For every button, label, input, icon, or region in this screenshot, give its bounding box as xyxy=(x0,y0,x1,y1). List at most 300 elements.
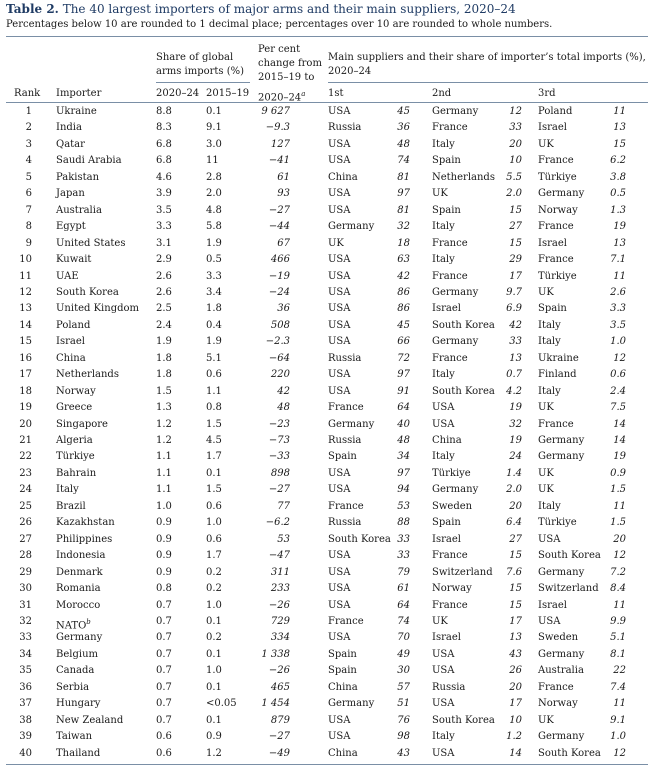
table-row xyxy=(0,614,654,631)
supplier-1-share-cell: 43 xyxy=(397,747,410,759)
share-2015-19-cell: 1.5 xyxy=(206,484,222,496)
share-2015-19-cell: 0.6 xyxy=(206,500,222,512)
supplier-3-share-cell: 7.5 xyxy=(610,402,626,414)
change-cell: −27 xyxy=(268,731,290,743)
rank-cell: 27 xyxy=(19,533,32,545)
change-cell: 1 338 xyxy=(261,648,290,660)
importer-cell: Türkiye xyxy=(56,451,95,463)
supplier-1-share-cell: 33 xyxy=(397,533,410,545)
share-2020-24-cell: 1.2 xyxy=(156,435,172,446)
supplier-2-name-cell: USA xyxy=(432,418,455,430)
supplier-3-share-cell: 9.9 xyxy=(610,615,626,627)
supplier-1-share-cell: 72 xyxy=(397,352,410,364)
supplier-2-share-cell: 27 xyxy=(509,221,522,233)
supplier-2-share-cell: 1.2 xyxy=(506,731,522,743)
supplier-1-name-cell: Russia xyxy=(328,435,362,446)
table-row xyxy=(0,417,654,434)
change-cell: 93 xyxy=(277,188,290,200)
table-row xyxy=(0,269,654,286)
importer-cell: South Korea xyxy=(56,286,119,298)
share-2015-19-cell: 0.4 xyxy=(206,319,222,331)
supplier-1-name-cell: Germany xyxy=(328,698,375,710)
table-row xyxy=(0,630,654,647)
supplier-1-share-cell: 74 xyxy=(397,615,410,627)
supplier-3-name-cell: Italy xyxy=(538,385,561,397)
supplier-2-share-cell: 24 xyxy=(509,451,522,463)
importer-cell: Poland xyxy=(56,319,91,331)
share-2015-19-cell: 9.1 xyxy=(206,122,222,134)
importer-cell: Pakistan xyxy=(56,171,100,183)
importer-cell: India xyxy=(56,122,82,134)
change-cell: 898 xyxy=(270,467,290,479)
supplier-1-name-cell: USA xyxy=(328,270,351,282)
supplier-2-share-cell: 33 xyxy=(509,336,522,348)
supplier-2-share-cell: 17 xyxy=(509,615,522,627)
change-cell: 36 xyxy=(277,303,290,315)
change-cell: −26 xyxy=(268,599,290,611)
table-row xyxy=(0,713,654,730)
change-cell: −23 xyxy=(268,418,290,430)
table-row xyxy=(0,104,654,121)
supplier-2-share-cell: 7.6 xyxy=(506,566,522,578)
supplier-2-share-cell: 6.4 xyxy=(506,517,522,529)
change-cell: 466 xyxy=(270,254,290,266)
supplier-3-share-cell: 3.8 xyxy=(610,171,626,183)
importer-cell: Morocco xyxy=(56,599,101,611)
supplier-3-name-cell: Ukraine xyxy=(538,352,579,364)
supplier-1-share-cell: 45 xyxy=(397,319,410,331)
supplier-2-name-cell: Italy xyxy=(432,221,455,233)
rank-cell: 18 xyxy=(19,385,32,397)
header-rule xyxy=(6,102,648,103)
rank-cell: 8 xyxy=(25,221,32,233)
table-row xyxy=(0,334,654,351)
supplier-1-name-cell: USA xyxy=(328,155,351,167)
supplier-2-name-cell: France xyxy=(432,237,468,249)
importer-cell: Ukraine xyxy=(56,106,97,117)
supplier-1-share-cell: 61 xyxy=(397,583,410,595)
share-2020-24-cell: 0.9 xyxy=(156,550,172,562)
supplier-2-name-cell: Spain xyxy=(432,155,461,167)
supplier-1-name-cell: USA xyxy=(328,204,351,216)
header-share-2020-24: 2020–24 xyxy=(156,88,200,99)
share-2015-19-cell: 1.2 xyxy=(206,747,222,759)
change-cell: 311 xyxy=(270,566,290,578)
rank-cell: 33 xyxy=(19,632,32,644)
share-2015-19-cell: 0.9 xyxy=(206,731,222,743)
importer-cell: Indonesia xyxy=(56,550,106,562)
supplier-1-name-cell: China xyxy=(328,747,358,759)
supplier-3-share-cell: 0.9 xyxy=(610,467,626,479)
supplier-1-share-cell: 70 xyxy=(397,632,410,644)
table-row xyxy=(0,746,654,763)
supplier-1-share-cell: 74 xyxy=(397,155,410,167)
supplier-2-name-cell: South Korea xyxy=(432,714,495,726)
supplier-2-share-cell: 17 xyxy=(509,698,522,710)
change-cell: −24 xyxy=(268,286,290,298)
importer-cell: Italy xyxy=(56,484,79,496)
supplier-3-share-cell: 7.2 xyxy=(610,566,626,578)
supplier-3-name-cell: UK xyxy=(538,138,554,150)
importer-cell: Australia xyxy=(56,204,102,216)
rank-cell: 15 xyxy=(19,336,32,348)
share-2015-19-cell: 0.1 xyxy=(206,615,222,627)
supplier-3-share-cell: 19 xyxy=(613,451,626,463)
supplier-2-name-cell: Italy xyxy=(432,138,455,150)
supplier-2-name-cell: USA xyxy=(432,665,455,677)
rank-cell: 40 xyxy=(19,747,32,759)
change-cell: −27 xyxy=(268,204,290,216)
supplier-3-name-cell: UK xyxy=(538,286,554,298)
supplier-3-share-cell: 13 xyxy=(613,122,626,134)
share-2015-19-cell: 0.2 xyxy=(206,583,222,595)
supplier-2-share-cell: 6.9 xyxy=(506,303,522,315)
supplier-1-name-cell: USA xyxy=(328,714,351,726)
table-row xyxy=(0,318,654,335)
supplier-2-share-cell: 15 xyxy=(509,550,522,562)
supplier-3-name-cell: France xyxy=(538,254,574,266)
supplier-3-share-cell: 1.5 xyxy=(610,484,626,496)
importer-cell: Kuwait xyxy=(56,254,92,266)
share-2015-19-cell: 5.1 xyxy=(206,352,222,364)
share-2020-24-cell: 6.8 xyxy=(156,138,172,150)
supplier-2-share-cell: 20 xyxy=(509,500,522,512)
supplier-1-name-cell: USA xyxy=(328,731,351,743)
importer-cell: Hungary xyxy=(56,698,101,710)
supplier-1-name-cell: USA xyxy=(328,566,351,578)
table-row xyxy=(0,285,654,302)
table-title xyxy=(6,2,516,16)
rank-cell: 1 xyxy=(25,106,32,117)
header-rank: Rank xyxy=(14,88,41,99)
share-2020-24-cell: 1.8 xyxy=(156,369,172,381)
share-2020-24-cell: 1.2 xyxy=(156,418,172,430)
share-2020-24-cell: 0.7 xyxy=(156,714,172,726)
share-2020-24-cell: 2.4 xyxy=(156,319,172,331)
header-main-suppliers-l2: 2020–24 xyxy=(328,66,372,77)
rank-cell: 21 xyxy=(19,435,32,446)
supplier-1-share-cell: 86 xyxy=(397,286,410,298)
supplier-3-name-cell: Israel xyxy=(538,237,567,249)
supplier-2-name-cell: USA xyxy=(432,747,455,759)
rank-cell: 25 xyxy=(19,500,32,512)
change-cell: 220 xyxy=(270,369,290,381)
supplier-3-name-cell: Germany xyxy=(538,188,585,200)
importer-cell: UAE xyxy=(56,270,79,282)
table-row xyxy=(0,252,654,269)
change-cell: 53 xyxy=(277,533,290,545)
table-row xyxy=(0,663,654,680)
importer-cell: Thailand xyxy=(56,747,101,759)
supplier-1-share-cell: 48 xyxy=(397,435,410,446)
supplier-2-name-cell: Netherlands xyxy=(432,171,495,183)
share-2020-24-cell: 0.7 xyxy=(156,632,172,644)
supplier-3-name-cell: Italy xyxy=(538,319,561,331)
table-row xyxy=(0,153,654,170)
rank-cell: 38 xyxy=(19,714,32,726)
supplier-2-name-cell: USA xyxy=(432,698,455,710)
supplier-1-name-cell: Spain xyxy=(328,648,357,660)
table-row xyxy=(0,729,654,746)
share-2020-24-cell: 8.3 xyxy=(156,122,172,134)
table-row xyxy=(0,499,654,516)
supplier-3-share-cell: 11 xyxy=(613,500,626,512)
header-share-l2: arms imports (%) xyxy=(156,66,245,77)
importer-cell: Belgium xyxy=(56,648,98,660)
supplier-2-share-cell: 12 xyxy=(509,106,522,117)
supplier-2-name-cell: Israel xyxy=(432,632,461,644)
supplier-1-name-cell: Germany xyxy=(328,418,375,430)
share-2020-24-cell: 1.0 xyxy=(156,500,172,512)
supplier-3-share-cell: 11 xyxy=(613,270,626,282)
supplier-1-name-cell: Spain xyxy=(328,665,357,677)
supplier-2-name-cell: South Korea xyxy=(432,385,495,397)
supplier-3-name-cell: Poland xyxy=(538,106,573,117)
share-2020-24-cell: 0.9 xyxy=(156,566,172,578)
share-2020-24-cell: 8.8 xyxy=(156,106,172,117)
share-subrule xyxy=(156,82,250,83)
supplier-1-share-cell: 57 xyxy=(397,681,410,693)
share-2015-19-cell: 0.2 xyxy=(206,632,222,644)
change-cell: −73 xyxy=(268,435,290,446)
share-2020-24-cell: 0.6 xyxy=(156,731,172,743)
share-2015-19-cell: <0.05 xyxy=(206,698,237,710)
table-row xyxy=(0,236,654,253)
supplier-1-name-cell: USA xyxy=(328,286,351,298)
share-2015-19-cell: 0.2 xyxy=(206,566,222,578)
supplier-2-share-cell: 15 xyxy=(509,599,522,611)
table-row xyxy=(0,137,654,154)
supplier-3-name-cell: USA xyxy=(538,533,561,545)
change-cell: −44 xyxy=(268,221,290,233)
supplier-1-share-cell: 51 xyxy=(397,698,410,710)
supplier-1-share-cell: 32 xyxy=(397,221,410,233)
supplier-1-share-cell: 81 xyxy=(397,204,410,216)
supplier-1-name-cell: France xyxy=(328,402,364,414)
header-importer: Importer xyxy=(56,88,102,99)
header-change-period: 2020–24$^a$ xyxy=(258,90,306,104)
share-2015-19-cell: 0.6 xyxy=(206,533,222,545)
importer-cell: Brazil xyxy=(56,500,86,512)
supplier-1-name-cell: USA xyxy=(328,303,351,315)
supplier-1-name-cell: USA xyxy=(328,138,351,150)
header-2nd-supplier: 2nd xyxy=(432,88,452,99)
supplier-1-name-cell: USA xyxy=(328,632,351,644)
supplier-2-share-cell: 13 xyxy=(509,352,522,364)
share-2015-19-cell: 3.4 xyxy=(206,286,222,298)
rank-cell: 11 xyxy=(19,270,32,282)
table-row xyxy=(0,548,654,565)
supplier-1-name-cell: USA xyxy=(328,467,351,479)
supplier-2-share-cell: 4.2 xyxy=(506,385,522,397)
rank-cell: 3 xyxy=(25,138,32,150)
rank-cell: 35 xyxy=(19,665,32,677)
share-2020-24-cell: 1.1 xyxy=(156,467,172,479)
supplier-3-name-cell: Switzerland xyxy=(538,583,599,595)
rank-cell: 12 xyxy=(19,286,32,298)
supplier-3-name-cell: Finland xyxy=(538,369,577,381)
supplier-2-name-cell: UK xyxy=(432,615,448,627)
supplier-2-share-cell: 5.5 xyxy=(506,171,522,183)
supplier-3-name-cell: France xyxy=(538,418,574,430)
supplier-2-name-cell: Türkiye xyxy=(432,467,471,479)
supplier-2-name-cell: Norway xyxy=(432,583,472,595)
rank-cell: 7 xyxy=(25,204,32,216)
supplier-3-share-cell: 9.1 xyxy=(610,714,626,726)
supplier-2-share-cell: 15 xyxy=(509,583,522,595)
supplier-1-share-cell: 81 xyxy=(397,171,410,183)
importer-cell: Algeria xyxy=(56,435,93,446)
supplier-1-share-cell: 18 xyxy=(397,237,410,249)
change-cell: 61 xyxy=(277,171,290,183)
share-2015-19-cell: 1.7 xyxy=(206,451,222,463)
supplier-3-name-cell: South Korea xyxy=(538,550,601,562)
supplier-1-name-cell: USA xyxy=(328,385,351,397)
share-2020-24-cell: 0.7 xyxy=(156,681,172,693)
share-2020-24-cell: 0.7 xyxy=(156,648,172,660)
supplier-3-name-cell: UK xyxy=(538,467,554,479)
header-change-l3: 2015–19 to xyxy=(258,72,315,83)
supplier-3-share-cell: 1.5 xyxy=(610,517,626,529)
supplier-1-share-cell: 40 xyxy=(397,418,410,430)
change-cell: −41 xyxy=(268,155,290,167)
suppliers-subrule xyxy=(328,82,648,83)
supplier-3-name-cell: Türkiye xyxy=(538,171,577,183)
supplier-2-name-cell: Italy xyxy=(432,254,455,266)
supplier-3-name-cell: Spain xyxy=(538,303,567,315)
supplier-3-name-cell: Germany xyxy=(538,731,585,743)
share-2020-24-cell: 0.7 xyxy=(156,698,172,710)
importer-cell: New Zealand xyxy=(56,714,124,726)
importer-cell: Canada xyxy=(56,665,95,677)
importer-cell: NATO$^b$ xyxy=(56,617,91,632)
rank-cell: 17 xyxy=(19,369,32,381)
table-row xyxy=(0,219,654,236)
change-cell: 508 xyxy=(270,319,290,331)
change-cell: 233 xyxy=(270,583,290,595)
share-2015-19-cell: 11 xyxy=(206,155,219,167)
supplier-1-name-cell: USA xyxy=(328,336,351,348)
rank-cell: 20 xyxy=(19,418,32,430)
supplier-2-share-cell: 14 xyxy=(509,747,522,759)
table-row xyxy=(0,433,654,450)
supplier-3-name-cell: Israel xyxy=(538,122,567,134)
supplier-3-share-cell: 15 xyxy=(613,138,626,150)
change-cell: 334 xyxy=(270,632,290,644)
supplier-2-share-cell: 10 xyxy=(509,155,522,167)
share-2020-24-cell: 1.8 xyxy=(156,352,172,364)
supplier-2-name-cell: China xyxy=(432,435,462,446)
supplier-2-name-cell: Israel xyxy=(432,303,461,315)
share-2015-19-cell: 3.0 xyxy=(206,138,222,150)
share-2015-19-cell: 0.1 xyxy=(206,648,222,660)
supplier-3-share-cell: 8.1 xyxy=(610,648,626,660)
supplier-2-share-cell: 32 xyxy=(509,418,522,430)
supplier-1-share-cell: 49 xyxy=(397,648,410,660)
share-2020-24-cell: 4.6 xyxy=(156,171,172,183)
change-cell: −6.2 xyxy=(265,517,290,529)
importer-cell: Japan xyxy=(56,188,85,200)
supplier-2-name-cell: Sweden xyxy=(432,500,473,512)
rank-cell: 29 xyxy=(19,566,32,578)
rank-cell: 23 xyxy=(19,467,32,479)
supplier-2-share-cell: 42 xyxy=(509,319,522,331)
share-2020-24-cell: 3.3 xyxy=(156,221,172,233)
importer-cell: Israel xyxy=(56,336,85,348)
rank-cell: 4 xyxy=(25,155,32,167)
supplier-2-share-cell: 15 xyxy=(509,204,522,216)
rank-cell: 10 xyxy=(19,254,32,266)
supplier-2-share-cell: 15 xyxy=(509,237,522,249)
change-cell: 879 xyxy=(270,714,290,726)
table-row xyxy=(0,301,654,318)
supplier-2-name-cell: Germany xyxy=(432,336,479,348)
supplier-1-share-cell: 86 xyxy=(397,303,410,315)
supplier-1-share-cell: 34 xyxy=(397,451,410,463)
supplier-1-share-cell: 45 xyxy=(397,106,410,117)
supplier-2-name-cell: UK xyxy=(432,188,448,200)
change-cell: −33 xyxy=(268,451,290,463)
change-cell: −9.3 xyxy=(265,122,290,134)
table-row xyxy=(0,581,654,598)
supplier-1-share-cell: 97 xyxy=(397,369,410,381)
table-label: Table 2. xyxy=(6,2,59,16)
footnote-b-marker: b xyxy=(86,617,91,626)
supplier-3-share-cell: 12 xyxy=(613,747,626,759)
supplier-3-share-cell: 7.4 xyxy=(610,681,626,693)
header-3rd-supplier: 3rd xyxy=(538,88,556,99)
rank-cell: 22 xyxy=(19,451,32,463)
supplier-3-share-cell: 7.1 xyxy=(610,254,626,266)
rank-cell: 5 xyxy=(25,171,32,183)
table-row xyxy=(0,696,654,713)
share-2015-19-cell: 1.9 xyxy=(206,237,222,249)
share-2020-24-cell: 2.5 xyxy=(156,303,172,315)
supplier-1-name-cell: USA xyxy=(328,599,351,611)
share-2015-19-cell: 0.1 xyxy=(206,467,222,479)
rank-cell: 31 xyxy=(19,599,32,611)
bottom-rule xyxy=(6,764,648,765)
table-row xyxy=(0,515,654,532)
table-note: Percentages below 10 are rounded to 1 decimal place; percentages over 10 are rounded to whole numbers. xyxy=(6,19,553,30)
supplier-1-share-cell: 36 xyxy=(397,122,410,134)
supplier-3-name-cell: Germany xyxy=(538,451,585,463)
supplier-2-share-cell: 20 xyxy=(509,138,522,150)
rank-cell: 14 xyxy=(19,319,32,331)
share-2020-24-cell: 1.1 xyxy=(156,484,172,496)
header-main-suppliers-l1: Main suppliers and their share of importer’s total imports (%), xyxy=(328,52,646,63)
share-2020-24-cell: 1.5 xyxy=(156,385,172,397)
table-row xyxy=(0,400,654,417)
rank-cell: 16 xyxy=(19,352,32,364)
importer-cell: Serbia xyxy=(56,681,90,693)
share-2015-19-cell: 5.8 xyxy=(206,221,222,233)
table-row xyxy=(0,351,654,368)
supplier-1-share-cell: 94 xyxy=(397,484,410,496)
importer-cell: Netherlands xyxy=(56,369,119,381)
supplier-2-share-cell: 10 xyxy=(509,714,522,726)
share-2015-19-cell: 1.5 xyxy=(206,418,222,430)
rank-cell: 36 xyxy=(19,681,32,693)
supplier-1-share-cell: 88 xyxy=(397,517,410,529)
importer-cell: China xyxy=(56,352,86,364)
change-cell: −47 xyxy=(268,550,290,562)
supplier-3-share-cell: 0.5 xyxy=(610,188,626,200)
table-row xyxy=(0,647,654,664)
table-row xyxy=(0,203,654,220)
change-cell: 1 454 xyxy=(261,698,290,710)
share-2020-24-cell: 0.7 xyxy=(156,599,172,611)
